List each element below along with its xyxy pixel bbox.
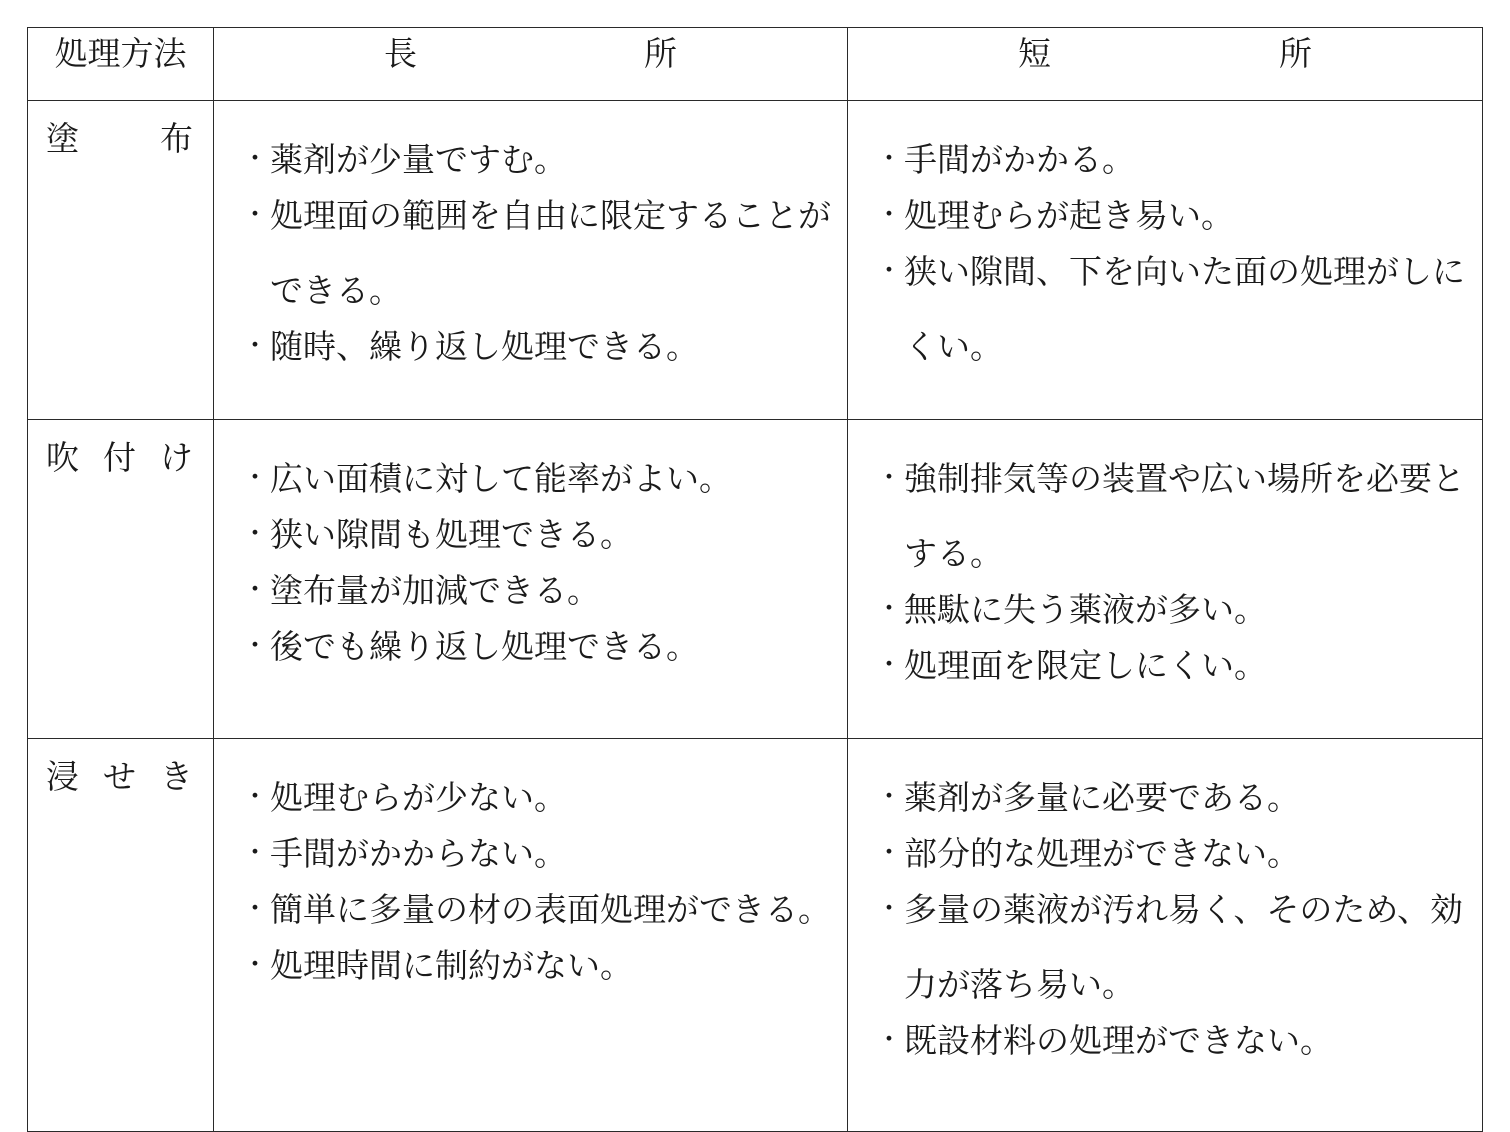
bullet-icon: ・ bbox=[242, 331, 269, 361]
list-item: ・ 処理むらが少ない。 bbox=[214, 760, 847, 835]
method-char: せ bbox=[103, 757, 136, 796]
cons-cell-dipping bbox=[848, 739, 1483, 1132]
bullet-icon: ・ bbox=[876, 782, 903, 812]
list-item: ・ 強制排気等の装置や広い場所を必要とする。 bbox=[848, 441, 1482, 591]
list-item: ・ 後でも繰り返し処理できる。 bbox=[214, 609, 847, 684]
bullet-icon: ・ bbox=[242, 631, 269, 661]
bullet-icon: ・ bbox=[876, 144, 903, 174]
list-item: ・ 多量の薬液が汚れ易く、そのため、効力が落ち易い。 bbox=[848, 872, 1482, 1022]
bullet-icon: ・ bbox=[242, 200, 269, 230]
pros-cell-spraying bbox=[214, 420, 848, 739]
list-item: ・ 処理面の範囲を自由に限定することができる。 bbox=[214, 178, 847, 328]
bullet-icon: ・ bbox=[242, 575, 269, 605]
cons-cell-spraying bbox=[848, 420, 1483, 739]
table-row-coating bbox=[28, 101, 1483, 420]
bullet-icon: ・ bbox=[876, 594, 903, 624]
method-cell-spraying bbox=[28, 420, 214, 739]
bullet-icon: ・ bbox=[876, 838, 903, 868]
cons-cell-coating bbox=[848, 101, 1483, 420]
bullet-icon: ・ bbox=[242, 782, 269, 812]
header-pros bbox=[214, 28, 848, 101]
list-item: ・ 無駄に失う薬液が多い。 bbox=[848, 572, 1482, 647]
list-item: ・ 手間がかかる。 bbox=[848, 122, 1482, 197]
list-item: ・ 広い面積に対して能率がよい。 bbox=[214, 441, 847, 516]
bullet-icon: ・ bbox=[242, 463, 269, 493]
table-row-dipping bbox=[28, 739, 1483, 1132]
method-char: 付 bbox=[103, 438, 136, 477]
list-item: ・ 随時、繰り返し処理できる。 bbox=[214, 309, 847, 384]
list-item: ・ 処理面を限定しにくい。 bbox=[848, 628, 1482, 703]
method-cell-dipping bbox=[28, 739, 214, 1132]
method-char: 吹 bbox=[46, 438, 79, 477]
header-pros-char-1: 長 bbox=[384, 34, 417, 73]
list-item: ・ 手間がかからない。 bbox=[214, 816, 847, 891]
header-pros-char-2: 所 bbox=[644, 34, 677, 73]
list-item: ・ 処理時間に制約がない。 bbox=[214, 928, 847, 1003]
method-char: け bbox=[160, 438, 193, 477]
method-cell-coating bbox=[28, 101, 214, 420]
bullet-icon: ・ bbox=[876, 256, 903, 286]
list-item: ・ 部分的な処理ができない。 bbox=[848, 816, 1482, 891]
bullet-icon: ・ bbox=[242, 950, 269, 980]
header-cons bbox=[848, 28, 1483, 101]
list-item: ・ 塗布量が加減できる。 bbox=[214, 553, 847, 628]
list-item: ・ 狭い隙間も処理できる。 bbox=[214, 497, 847, 572]
method-char: 浸 bbox=[46, 757, 79, 796]
list-item: ・ 狭い隙間、下を向いた面の処理がしにくい。 bbox=[848, 234, 1482, 384]
header-row bbox=[28, 28, 1483, 101]
method-char: き bbox=[160, 757, 193, 796]
bullet-icon: ・ bbox=[876, 1025, 903, 1055]
list-item: ・ 薬剤が少量ですむ。 bbox=[214, 122, 847, 197]
bullet-icon: ・ bbox=[876, 200, 903, 230]
list-item: ・ 処理むらが起き易い。 bbox=[848, 178, 1482, 253]
header-cons-char-1: 短 bbox=[1018, 34, 1051, 73]
bullet-icon: ・ bbox=[242, 894, 269, 924]
bullet-icon: ・ bbox=[876, 894, 903, 924]
treatment-comparison-table bbox=[27, 27, 1483, 1132]
list-item: ・ 既設材料の処理ができない。 bbox=[848, 1003, 1482, 1078]
method-char: 塗 bbox=[46, 119, 79, 158]
pros-cell-dipping bbox=[214, 739, 848, 1132]
bullet-icon: ・ bbox=[242, 519, 269, 549]
header-method bbox=[28, 28, 214, 101]
bullet-icon: ・ bbox=[876, 650, 903, 680]
method-char: 布 bbox=[160, 119, 193, 158]
header-method-label: 処理方法 bbox=[54, 34, 187, 73]
list-item: ・ 簡単に多量の材の表面処理ができる。 bbox=[214, 872, 847, 947]
bullet-icon: ・ bbox=[242, 838, 269, 868]
pros-cell-coating bbox=[214, 101, 848, 420]
bullet-icon: ・ bbox=[242, 144, 269, 174]
header-cons-char-2: 所 bbox=[1279, 34, 1312, 73]
list-item: ・ 薬剤が多量に必要である。 bbox=[848, 760, 1482, 835]
table-row-spraying bbox=[28, 420, 1483, 739]
bullet-icon: ・ bbox=[876, 463, 903, 493]
